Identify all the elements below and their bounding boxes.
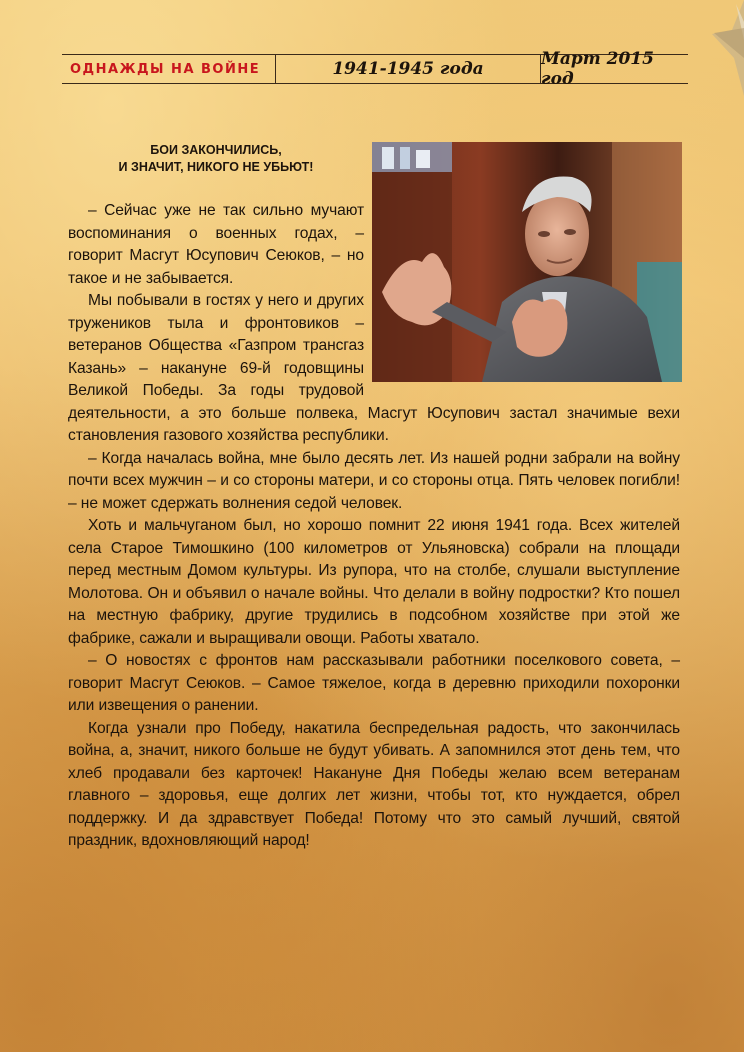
years-label: 1941-1945 года: [276, 55, 541, 83]
issue-date: Март 2015 год: [541, 49, 654, 89]
paragraph: – Когда началась война, мне было десять лет. Из нашей родни забрали на войну почти всех мужчин – и со стороны матери, и со стороны отца. Пять человек погибли! – не может сдержать волнения седой человек.: [68, 449, 680, 512]
paragraph: – О новостях с фронтов нам рассказывали работники поселкового совета, – говорит Масгут Сеюков. – Самое тяжелое, когда в деревню приходили похоронки или извещения о ранении.: [68, 652, 680, 714]
headline-line-1: БОИ ЗАКОНЧИЛИСЬ,: [150, 143, 282, 157]
paragraph: Мы побывали в гостях у него и других тружеников тыла и фронтовиков – ветеранов Общества «Газпром трансгаз Казань» – накануне 69-й годовщины Великой Победы. За годы трудовой деятельности, а это больше полвека, Масгут Юсупович застал значимые вехи становления газового хозяйства республики.: [68, 292, 680, 444]
star-icon: [674, 0, 744, 100]
headline-line-2: И ЗНАЧИТ, НИКОГО НЕ УБЬЮТ!: [118, 160, 314, 174]
paragraph: Когда узнали про Победу, накатила беспредельная радость, что закончилась война, а, значит, никого больше не будут убивать. А запомнился этот день тем, что хлеб продавали без карточек! Накануне Дня Победы желаю всем ветеранам главного – здоровья, еще долгих лет жизни, чтобы тот, кто нуждается, обрел поддержку. И да здравствует Победа! Потому что это самый лучший, святой праздник, вдохновляющий народ!: [68, 719, 680, 849]
paragraph: Хоть и мальчуганом был, но хорошо помнит 22 июня 1941 года. Всех жителей села Старое Тимошкино (100 километров от Ульяновска) собрали на площади перед местным Домом культуры. Из рупора, что на столбе, слушали выступление Молотова. Он и объявил о начале войны. Что делали в войну подростки? Кто пошел на местную фабрику, другие трудились в подсобном хозяйстве при этой же фабрике, сажали и выращивали овощи. Работы хватало.: [68, 517, 680, 647]
article-headline: [66, 142, 366, 176]
photo-illustration: [372, 142, 682, 382]
rubric-title: ОДНАЖДЫ НА ВОЙНЕ: [62, 55, 276, 83]
veteran-photo: [372, 142, 682, 382]
article-body: [68, 200, 680, 853]
page-header: [62, 49, 688, 89]
paragraph: – Сейчас уже не так сильно мучают воспоминания о военных годах, – говорит Масгут Юсупович Сеюков, – но такое и не забывается.: [68, 202, 364, 287]
